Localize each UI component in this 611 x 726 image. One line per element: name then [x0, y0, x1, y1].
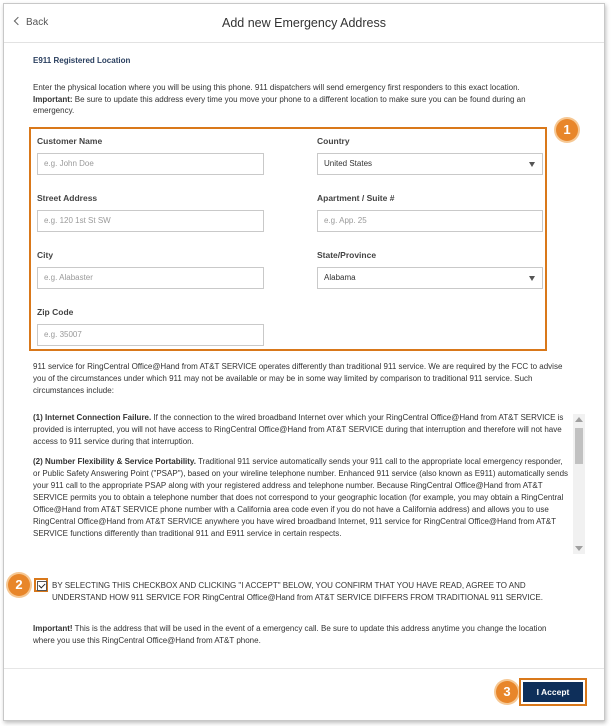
footer-note-label: Important!	[33, 624, 73, 633]
accept-button[interactable]: I Accept	[523, 682, 583, 702]
step-badge-3: 3	[496, 681, 518, 703]
intro-text	[33, 82, 555, 117]
fcc-text: 911 service for RingCentral Office@Hand from AT&T SERVICE operates differently than traditional 911 service. We are required by the FCC to advise you of the circumstances under which 911 may not be available or may be in some way limited by comparison to traditional 911 service. Such circumstances include:	[33, 362, 563, 395]
intro-body: Enter the physical location where you will be using this phone. 911 dispatchers will send emergency first responders to this exact location.	[33, 83, 520, 92]
consent-checkbox-highlight	[34, 578, 48, 592]
terms-item-2-heading: (2) Number Flexibility & Service Portability.	[33, 457, 197, 466]
dropdown-arrow-icon	[529, 276, 535, 281]
back-label: Back	[26, 17, 49, 28]
scroll-thumb[interactable]	[575, 428, 583, 464]
scroll-up-icon[interactable]	[575, 417, 583, 422]
scroll-down-icon[interactable]	[575, 546, 583, 551]
city-label: City	[37, 250, 54, 260]
footer-divider	[4, 668, 604, 669]
step-badge-2: 2	[8, 574, 30, 596]
dropdown-arrow-icon	[529, 162, 535, 167]
terms-item-2	[33, 456, 569, 540]
accept-button-highlight	[519, 678, 587, 706]
street-address-input[interactable]: e.g. 120 1st St SW	[37, 210, 264, 232]
state-value: Alabama	[324, 273, 356, 282]
city-input[interactable]: e.g. Alabaster	[37, 267, 264, 289]
country-value: United States	[324, 159, 373, 168]
terms-item-2-body: Traditional 911 service automatically sends your 911 call to the appropriate local emergency responder, or Public Safety Answering Point ("PSAP"), based on your wireline telephone number. Enhanced 911 service (also known as E911) automatically sends your 911 call to the appropriate PSAP along with your registered address and telephone number. Because RingCentral Office@Hand from AT&T SERVICE permits you to obtain a telephone number that does not correspond to your geographic location (for example, you may obtain a RingCentral Office@Hand from AT&T SERVICE phone number with a California area code even if you do not have a California address) and allows you to use RingCentral Office@Hand from AT&T SERVICE anywhere you have wired broadband Internet, 911 service for RingCentral Office@Hand from AT&T SERVICE functions differently than traditional 911 and E911 service in certain respects.	[33, 457, 569, 538]
intro-important-text: Be sure to update this address every time you move your phone to a different location to make sure you can be found during an emergency.	[33, 94, 526, 115]
dialog-header	[4, 4, 604, 43]
footer-note	[33, 623, 563, 647]
country-label: Country	[317, 136, 350, 146]
country-select[interactable]	[317, 153, 543, 175]
state-label: State/Province	[317, 250, 377, 260]
terms-scrollbar[interactable]	[573, 414, 585, 554]
terms-text	[33, 412, 569, 540]
intro-important-label: Important:	[33, 94, 73, 104]
consent-checkbox[interactable]	[37, 581, 47, 591]
street-address-label: Street Address	[37, 193, 98, 203]
section-heading-wrap	[33, 56, 553, 65]
page-title: Add new Emergency Address	[222, 16, 386, 30]
zip-input[interactable]: e.g. 35007	[37, 324, 264, 346]
footer-note-text: This is the address that will be used in the event of a emergency call. Be sure to update this address anytime you change the location where you use this RingCentral Office@Hand from AT&T phone.	[33, 624, 547, 645]
address-form	[29, 127, 547, 351]
state-select[interactable]	[317, 267, 543, 289]
consent-text: BY SELECTING THIS CHECKBOX AND CLICKING "I ACCEPT" BELOW, YOU CONFIRM THAT YOU HAVE READ, AGREE TO AND UNDERSTAND HOW 911 SERVICE FOR RingCentral Office@Hand from AT&T SERVICE DIFFERS FROM TRADITIONAL 911 SERVICE.	[52, 581, 543, 602]
customer-name-input[interactable]: e.g. John Doe	[37, 153, 264, 175]
zip-label: Zip Code	[37, 307, 74, 317]
terms-item-1-heading: (1) Internet Connection Failure.	[33, 413, 152, 422]
section-label: E911 Registered Location	[33, 56, 131, 65]
terms-item-1	[33, 412, 569, 448]
step-badge-1: 1	[556, 119, 578, 141]
terms-item-1-body: If the connection to the wired broadband Internet over which your RingCentral Office@Hand from AT&T SERVICE is provided is interrupted, you will not have access to RingCentral Office@Hand from AT&T SERVICE during that interruption and therefore will not have access to 911 service during that interruption.	[33, 413, 564, 446]
apartment-input[interactable]: e.g. App. 25	[317, 210, 543, 232]
terms-scrollbox[interactable]	[33, 412, 587, 554]
checkmark-icon	[38, 581, 45, 588]
apartment-label: Apartment / Suite #	[317, 193, 395, 203]
customer-name-label: Customer Name	[37, 136, 103, 146]
